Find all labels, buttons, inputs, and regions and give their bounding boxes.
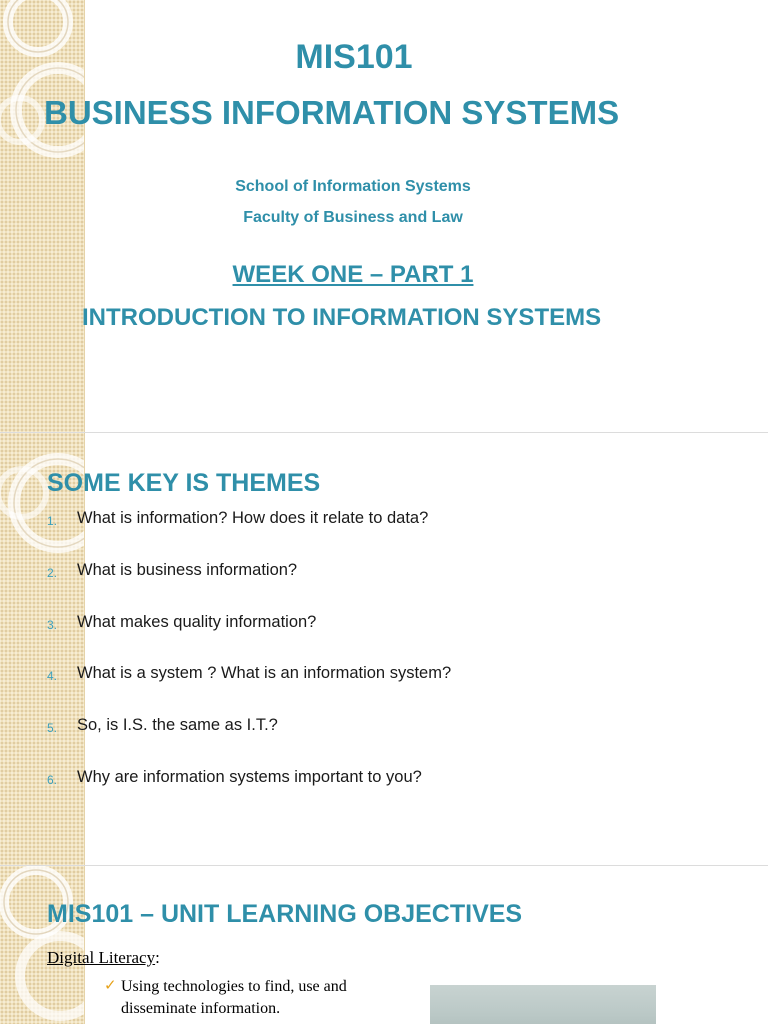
section-heading: SOME KEY IS THEMES — [47, 469, 321, 497]
course-code: MIS101 — [295, 38, 413, 76]
decorative-strip — [0, 866, 85, 1024]
item-number: 3. — [47, 617, 58, 632]
item-number: 1. — [47, 514, 58, 528]
objective-bullet: Using technologies to find, use and disseminate information. — [121, 978, 347, 1017]
item-number: 5. — [47, 721, 58, 736]
school-name: School of Information Systems — [235, 178, 471, 195]
week-label: WEEK ONE – PART 1 — [232, 261, 474, 288]
digital-literacy-label — [47, 948, 160, 968]
slide-image — [430, 985, 656, 1024]
item-number: 6. — [47, 772, 58, 787]
label-colon: : — [155, 948, 160, 967]
item-text: What is a system ? What is an information system? — [77, 664, 452, 683]
item-number: 2. — [47, 565, 58, 580]
course-title: BUSINESS INFORMATION SYSTEMS — [44, 94, 620, 131]
faculty-name: Faculty of Business and Law — [243, 209, 463, 226]
title-slide — [0, 0, 768, 432]
section-heading: MIS101 – UNIT LEARNING OBJECTIVES — [47, 900, 523, 928]
item-text: Why are information systems important to you? — [77, 767, 422, 786]
topic-title: INTRODUCTION TO INFORMATION SYSTEMS — [82, 304, 602, 331]
checkmark-icon: ✓ — [104, 976, 117, 994]
item-text: What makes quality information? — [77, 612, 317, 631]
item-number: 4. — [47, 669, 58, 684]
objectives-slide — [0, 866, 768, 1024]
section-label: Digital Literacy — [47, 948, 156, 967]
item-text: What is information? How does it relate to data? — [77, 509, 429, 527]
item-text: So, is I.S. the same as I.T.? — [77, 716, 278, 735]
swirl-ornament-icon — [0, 866, 84, 1024]
item-text: What is business information? — [77, 560, 298, 579]
themes-slide — [0, 433, 768, 865]
